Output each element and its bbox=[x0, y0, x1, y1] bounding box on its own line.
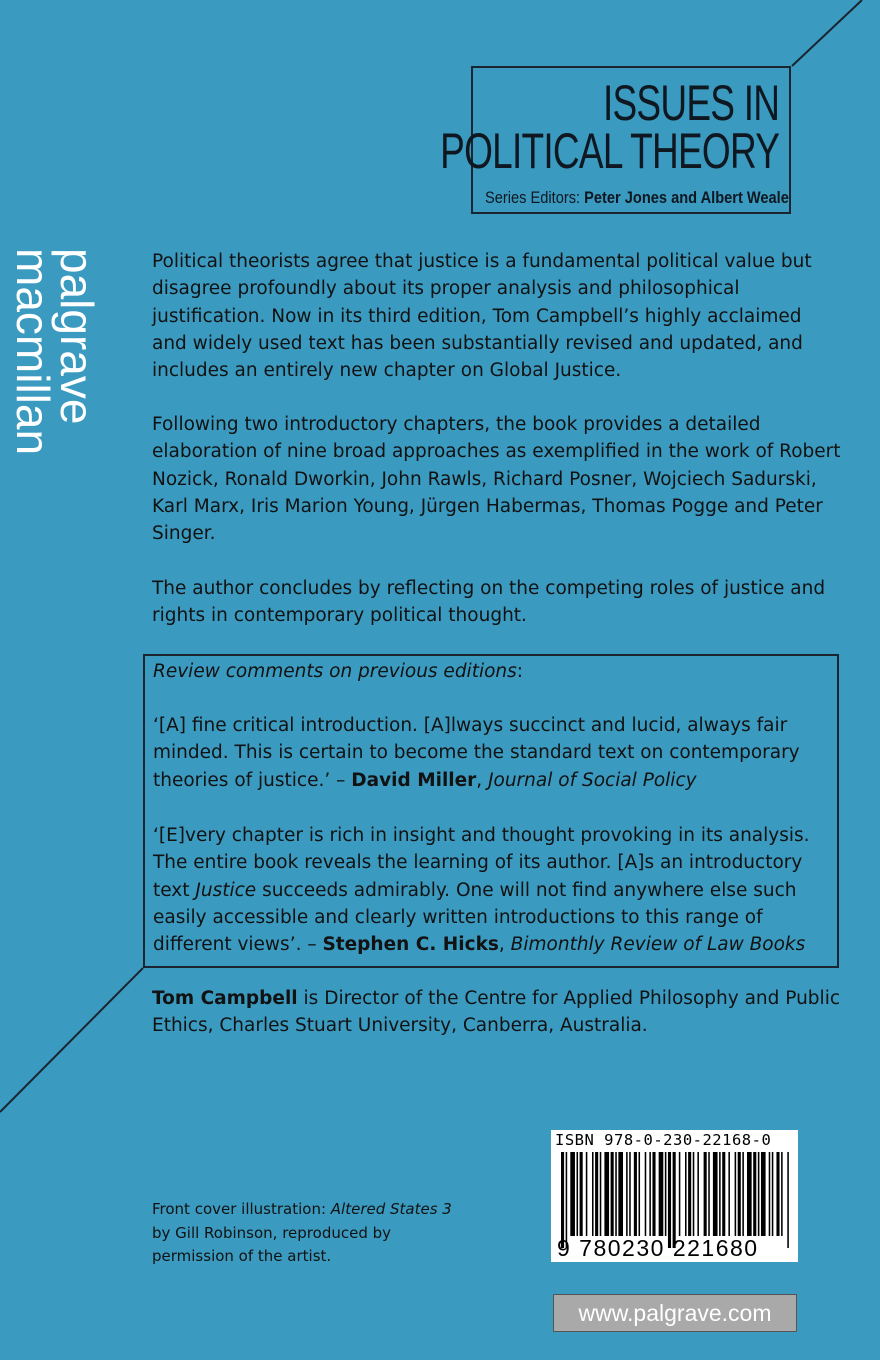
barcode-bar bbox=[769, 1152, 771, 1236]
barcode-bar bbox=[595, 1152, 598, 1236]
barcode-bar bbox=[758, 1152, 760, 1236]
barcode-bar bbox=[577, 1152, 579, 1236]
review-separator: , bbox=[476, 769, 489, 791]
barcode-bar bbox=[634, 1152, 637, 1236]
barcode-bar bbox=[738, 1152, 741, 1236]
review-quote-2 bbox=[153, 822, 829, 958]
ean-digits: 9 780230 221680 bbox=[557, 1235, 759, 1261]
review-quote-text: ‘[A] fine critical introduction. [A]lways succinct and lucid, always fair minded. This is certain to become the standard text on contemporary theories of justice.’ – bbox=[153, 715, 800, 791]
review-separator: , bbox=[498, 934, 511, 956]
barcode-bar bbox=[697, 1152, 699, 1236]
barcode-bar bbox=[668, 1152, 671, 1248]
series-title-box bbox=[439, 66, 791, 214]
review-quote-book-title: Justice bbox=[195, 879, 257, 901]
cover-illustration-credit bbox=[152, 1198, 472, 1269]
publisher-website-box bbox=[553, 1294, 797, 1332]
review-quote-1 bbox=[153, 712, 829, 794]
review-source: Journal of Social Policy bbox=[488, 769, 697, 791]
barcode-bar bbox=[719, 1152, 721, 1236]
barcode-bar bbox=[761, 1152, 766, 1236]
barcode-bar bbox=[693, 1152, 695, 1236]
review-heading bbox=[153, 658, 829, 685]
description-paragraph-1: Political theorists agree that justice is a fundamental political value but disagree profoundly about its proper analysis and philosophical justification. Now in its third edition, Tom Campbell’s highly acclaimed and widely used text has been substantially revised and updated, and includes an entirely new chapter on Global Justice. bbox=[152, 251, 812, 382]
publisher-logo-line2: macmillan bbox=[7, 248, 59, 456]
series-editors bbox=[485, 188, 789, 208]
review-source: Bimonthly Review of Law Books bbox=[510, 934, 806, 956]
publisher-logo-line1: palgrave bbox=[51, 248, 103, 425]
review-box bbox=[143, 654, 839, 968]
barcode-bar bbox=[713, 1152, 718, 1236]
barcode-bar bbox=[611, 1152, 614, 1236]
barcode-bar bbox=[772, 1152, 774, 1236]
barcode-bar bbox=[639, 1152, 641, 1236]
credit-rest: by Gill Robinson, reproduced by permission of the artist. bbox=[152, 1223, 392, 1265]
barcode-bar bbox=[618, 1152, 623, 1236]
barcode-bar bbox=[735, 1152, 737, 1236]
reviewer-name: Stephen C. Hicks bbox=[322, 934, 499, 956]
isbn-label: ISBN 978-0-230-22168-0 bbox=[555, 1131, 772, 1149]
barcode-bar bbox=[649, 1152, 651, 1236]
description-paragraph-2: Following two introductory chapters, the book provides a detailed elaboration of nine broad approaches as exemplified in the work of Robert Nozick, Ronald Dworkin, John Rawls, Richard Posner, Wojciech Sadurski, Karl Marx, Iris Marion Young, Jürgen Habermas, Thomas Pogge and Peter Singer. bbox=[152, 414, 841, 545]
series-editors-names: Peter Jones and Albert Weale bbox=[584, 188, 789, 207]
series-editors-prefix: Series Editors: bbox=[485, 188, 585, 207]
barcode-bar bbox=[629, 1152, 631, 1236]
barcode-bar bbox=[604, 1152, 609, 1236]
barcode-bar bbox=[704, 1152, 707, 1236]
barcode-bar bbox=[652, 1152, 655, 1236]
series-title-line2: POLITICAL THEORY bbox=[439, 123, 779, 179]
barcode-bar bbox=[615, 1152, 617, 1236]
barcode-bar bbox=[787, 1152, 789, 1248]
barcode-bar bbox=[742, 1152, 744, 1236]
reviewer-name: David Miller bbox=[351, 769, 477, 791]
barcode-bar bbox=[728, 1152, 730, 1236]
isbn-barcode bbox=[551, 1130, 798, 1262]
barcode-bar bbox=[626, 1152, 628, 1236]
author-bio bbox=[152, 985, 842, 1040]
author-name: Tom Campbell bbox=[152, 988, 298, 1009]
barcode-bar bbox=[645, 1152, 647, 1236]
review-heading-text: Review comments on previous editions bbox=[153, 661, 517, 682]
review-heading-suffix: : bbox=[516, 661, 524, 682]
barcode-bar bbox=[586, 1152, 588, 1236]
publisher-logo bbox=[4, 248, 103, 458]
barcode-bar bbox=[722, 1152, 725, 1236]
barcode-bar bbox=[600, 1152, 602, 1236]
series-title-line1: ISSUES IN bbox=[602, 75, 779, 131]
barcode-bar bbox=[673, 1152, 676, 1248]
barcode-bar bbox=[708, 1152, 710, 1236]
credit-prefix: Front cover illustration: bbox=[152, 1200, 331, 1218]
barcode-bar bbox=[781, 1152, 783, 1236]
barcode-bar bbox=[747, 1152, 752, 1236]
review-quote-text-a: ‘[E]very chapter is rich in insight and thought provoking in its analysis. The entire book reveals the learning of its author. [A]s an introductory text bbox=[153, 825, 810, 901]
barcode-bar bbox=[688, 1152, 691, 1236]
barcode-bar bbox=[592, 1152, 594, 1236]
barcode-bar bbox=[561, 1152, 564, 1248]
barcode-bar bbox=[679, 1152, 681, 1236]
barcode-bar bbox=[570, 1152, 575, 1236]
barcode-bar bbox=[580, 1152, 583, 1236]
barcode-bar bbox=[566, 1152, 568, 1248]
credit-artwork-title: Altered States 3 bbox=[330, 1200, 452, 1218]
author-bio-text: is Director of the Centre for Applied Philosophy and Public Ethics, Charles Stuart University, Canberra, Australia. bbox=[152, 988, 841, 1037]
barcode-bar bbox=[753, 1152, 756, 1236]
barcode-bar bbox=[659, 1152, 664, 1236]
barcode-bar bbox=[665, 1152, 667, 1236]
barcode-bar bbox=[776, 1152, 779, 1236]
barcode-bar bbox=[685, 1152, 687, 1236]
publisher-website: www.palgrave.com bbox=[578, 1300, 772, 1326]
review-quote-text-b: succeeds admirably. One will not find anywhere else such easily accessible and clearly written introductions to this range of different views’. – bbox=[153, 879, 797, 956]
description-paragraph-3: The author concludes by reflecting on the competing roles of justice and rights in contemporary political thought. bbox=[152, 578, 826, 627]
